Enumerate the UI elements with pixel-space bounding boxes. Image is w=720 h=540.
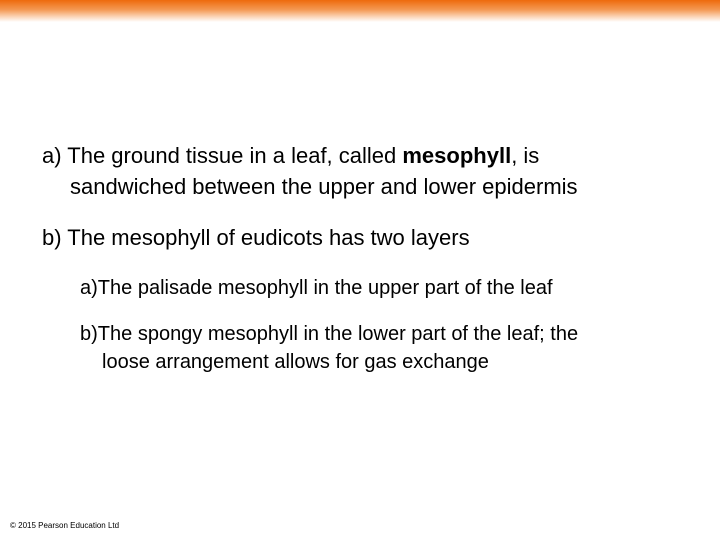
copyright-footer: © 2015 Pearson Education Ltd <box>10 521 120 530</box>
item-a-continuation: sandwiched between the upper and lower epidermis <box>70 174 578 199</box>
sub-item-a-text: The palisade mesophyll in the upper part of the leaf <box>97 277 553 299</box>
term-mesophyll: mesophyll <box>402 143 512 168</box>
item-a-text-end: , is <box>511 143 540 168</box>
item-a-text-start: The ground tissue in a leaf, called <box>67 143 403 168</box>
list-marker-b: b) <box>42 225 62 250</box>
sub-marker-b: b) <box>80 323 98 345</box>
list-item-b <box>42 224 470 252</box>
sub-item-a <box>80 275 553 301</box>
sub-item-b-text: The spongy mesophyll in the lower part of the leaf; the <box>97 323 579 345</box>
item-b-text: The mesophyll of eudicots has two layers <box>67 225 470 250</box>
sub-item-b <box>80 321 578 347</box>
list-marker-a: a) <box>42 143 62 168</box>
list-item-a <box>42 142 539 170</box>
sub-item-b-continuation: loose arrangement allows for gas exchange <box>102 351 489 373</box>
sub-marker-a: a) <box>80 277 98 299</box>
